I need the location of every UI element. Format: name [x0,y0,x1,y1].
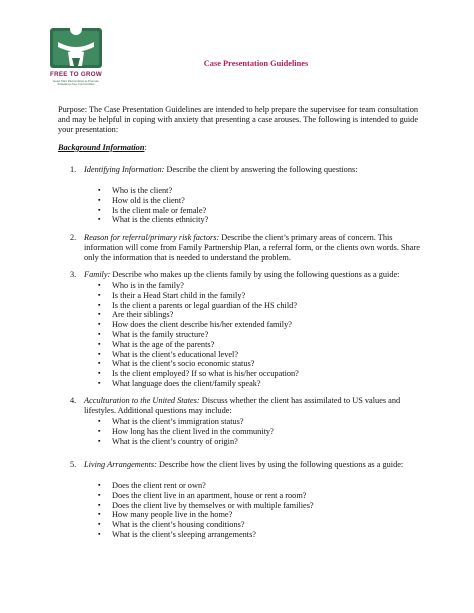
question-text: Are their siblings? [112,310,174,320]
bullet-icon: ▪ [98,378,101,387]
question-text: What is the client’s sleeping arrangements? [112,529,256,539]
section-text: Describe the client’s primary areas of concern. This information will come from Family Partnership Plan, a referral form, or the clients own words. Share only the information that is needed to understand the problem. [84,233,420,263]
question-item [98,330,299,340]
section-number: 4. [70,396,77,405]
section-heading: Living Arrangements: [84,460,157,469]
question-item [98,369,299,379]
question-text: Does the client live by themselves or with multiple families? [112,500,314,510]
section-heading: Family: [84,270,111,279]
question-text: What is the age of the parents? [112,339,215,349]
question-text: Does the client live in an apartment, house or rent a room? [112,490,307,500]
bullet-icon: ▪ [98,500,101,509]
question-item [98,291,299,301]
bullet-icon: ▪ [98,490,101,499]
question-text: What is the client’s socio economic status? [112,359,255,369]
question-item [98,359,299,369]
bullet-icon: ▪ [98,510,101,519]
question-text: How does the client describe his/her extended family? [112,320,292,330]
bullet-icon: ▪ [98,300,101,309]
bullet-icon: ▪ [98,310,101,319]
bullet-icon: ▪ [98,290,101,299]
section-number: 3. [70,270,77,279]
bullet-icon: ▪ [98,215,101,224]
section-identifying [84,165,424,175]
bullet-icon: ▪ [98,329,101,338]
question-text: Is the client employed? If so what is his/her occupation? [112,369,299,379]
question-text: How old is the client? [112,195,185,205]
section-heading: Acculturation to the United States: [84,396,200,405]
identifying-question-list [98,186,208,225]
logo-tagline: Head Start Partnerships to Promote Substance-free Communities [53,79,99,87]
bullet-icon: ▪ [98,436,101,445]
section-acculturation [84,396,424,416]
bullet-icon: ▪ [98,281,101,289]
question-item [98,379,299,389]
question-item [98,186,208,196]
question-item [98,491,314,501]
question-text: Who is the client? [112,186,173,195]
question-item [98,350,299,360]
question-item [98,196,208,206]
document-title: Case Presentation Guidelines [203,59,309,68]
section-text: Describe the client by answering the following questions: [164,165,358,174]
section-family [84,270,424,280]
question-text: Who is in the family? [112,281,184,290]
question-text: What is the clients ethnicity? [112,215,209,225]
section-heading: Identifying Information: [84,165,165,174]
question-item [98,437,274,447]
section-number: 5. [70,460,77,469]
question-text: How many people live in the home? [112,510,233,520]
question-item [98,310,299,320]
section-text: Describe how the client lives by using the following questions as a guide: [156,460,404,469]
question-item [98,520,314,530]
question-text: What is the family structure? [112,329,209,339]
question-item [98,510,314,520]
question-item [98,301,299,311]
background-heading-label: Background Information [58,143,145,152]
bullet-icon: ▪ [98,320,101,329]
bullet-icon: ▪ [98,426,101,435]
bullet-icon: ▪ [98,205,101,214]
question-text: What is the client’s housing conditions? [112,520,245,530]
question-text: Is their a Head Start child in the family? [112,290,246,300]
logo-name: FREE TO GROW [50,71,102,78]
question-item [98,530,314,540]
question-text: What is the client’s educational level? [112,349,239,359]
bullet-icon: ▪ [98,349,101,358]
bullet-icon: ▪ [98,529,101,538]
bullet-icon: ▪ [98,359,101,368]
bullet-icon: ▪ [98,369,101,378]
bullet-icon: ▪ [98,195,101,204]
background-heading [58,143,147,153]
living-question-list [98,481,314,540]
question-item [98,427,274,437]
question-item [98,215,208,225]
question-item [98,206,208,216]
question-text: What language does the client/family speak? [112,378,261,388]
purpose-paragraph: Purpose: The Case Presentation Guidelines are intended to help prepare the supervisee for team consultation and may be helpful in coping with anxiety that presenting a case arouses. The following is intended to guide your presentation: [58,105,418,135]
question-item [98,281,299,291]
section-text: Discuss whether the client has assimilated to US values and lifestyles. Additional questions may include: [84,396,401,416]
section-referral [84,233,424,264]
question-item [98,501,314,511]
section-living [84,460,424,470]
question-text: Does the client rent or own? [112,481,206,490]
bullet-icon: ▪ [98,481,101,489]
bullet-icon: ▪ [98,339,101,348]
question-text: What is the client’s country of origin? [112,436,238,446]
question-item [98,417,274,427]
bullet-icon: ▪ [98,520,101,529]
family-question-list [98,281,299,389]
question-text: Is the client a parents or legal guardian of the HS child? [112,300,298,310]
section-heading: Reason for referral/primary risk factors: [84,233,220,242]
question-text: What is the client’s immigration status? [112,417,244,426]
acculturation-question-list [98,417,274,446]
question-item [98,340,299,350]
bullet-icon: ▪ [98,186,101,194]
section-number: 1. [70,165,77,174]
bullet-icon: ▪ [98,417,101,425]
section-text: Describe who makes up the clients family by using the following questions as a guide: [110,270,400,279]
background-heading-colon: : [144,143,147,152]
question-item [98,320,299,330]
section-number: 2. [70,233,77,242]
question-text: How long has the client lived in the community? [112,426,274,436]
question-text: Is the client male or female? [112,205,207,215]
question-item [98,481,314,491]
